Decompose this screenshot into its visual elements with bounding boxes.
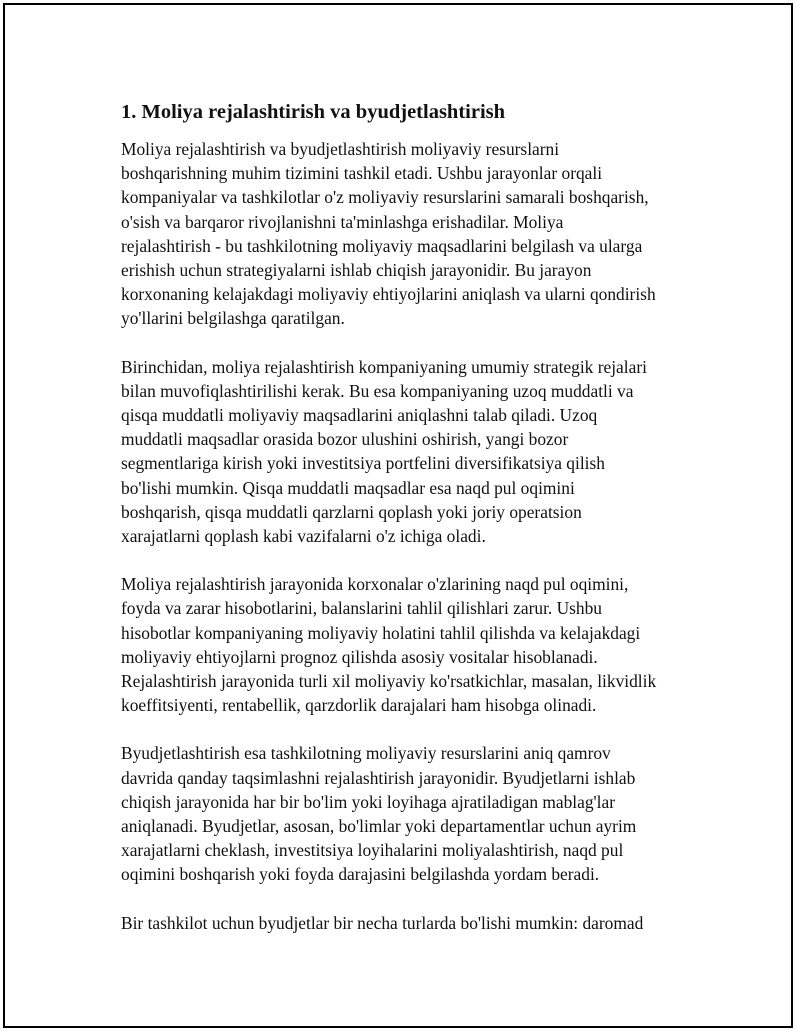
paragraph-line: qisqa muddatli moliyaviy maqsadlarini aniqlashni talab qiladi. Uzoq [121,405,598,426]
paragraph-line: moliyaviy ehtiyojlarni prognoz qilishda asosiy vositalar hisoblanadi. [121,646,598,667]
paragraph-line: Byudjetlashtirish esa tashkilotning moliyaviy resurslarini aniq qamrov [121,743,611,764]
paragraph-line: o'sish va barqaror rivojlanishni ta'minlashga erishadilar. Moliya [121,211,564,232]
paragraph-3 [121,572,701,717]
page-frame [3,3,793,1028]
paragraph-line: Birinchidan, moliya rejalashtirish kompaniyaning umumiy strategik rejalari [121,356,647,377]
paragraph-line: Rejalashtirish jarayonida turli xil moliyaviy ko'rsatkichlar, masalan, likvidlik [121,671,657,692]
paragraph-line: korxonaning kelajakdagi moliyaviy ehtiyojlarini aniqlash va ularni qondirish [121,284,656,305]
document-body [121,99,701,959]
paragraph-line: yo'llarini belgilashga qaratilgan. [121,308,345,329]
paragraph-line: rejalashtirish - bu tashkilotning moliyaviy maqsadlarini belgilash va ularga [121,235,643,256]
paragraph-1 [121,137,701,331]
paragraph-line: xarajatlarni cheklash, investitsiya loyihalarini moliyalashtirish, naqd pul [121,840,624,861]
paragraph-line: oqimini boshqarish yoki foyda darajasini belgilashda yordam beradi. [121,864,600,885]
paragraph-line: Moliya rejalashtirish jarayonida korxonalar o'zlarining naqd pul oqimini, [121,574,629,595]
paragraph-line: segmentlariga kirish yoki investitsiya portfelini diversifikatsiya qilish [121,453,605,474]
paragraph-line: bilan muvofiqlashtirilishi kerak. Bu esa kompaniyaning uzoq muddatli va [121,380,634,401]
paragraph-5 [121,911,701,935]
paragraph-line: davrida qanday taqsimlashni rejalashtirish jarayonidir. Byudjetlarni ishlab [121,767,636,788]
paragraph-line: boshqarish, qisqa muddatli qarzlarni qoplash yoki joriy operatsion [121,501,582,522]
paragraph-line: hisobotlar kompaniyaning moliyaviy holatini tahlil qilishda va kelajakdagi [121,622,641,643]
paragraph-line: koeffitsiyenti, rentabellik, qarzdorlik darajalari ham hisobga olinadi. [121,695,597,716]
paragraph-line: kompaniyalar va tashkilotlar o'z moliyaviy resurslarini samarali boshqarish, [121,187,649,208]
paragraph-line: Moliya rejalashtirish va byudjetlashtirish moliyaviy resurslarni [121,139,560,159]
paragraph-2 [121,355,701,549]
paragraph-line: erishish uchun strategiyalarni ishlab chiqish jarayonidir. Bu jarayon [121,260,592,281]
paragraph-line: muddatli maqsadlar orasida bozor ulushini oshirish, yangi bozor [121,429,569,450]
paragraph-line: bo'lishi mumkin. Qisqa muddatli maqsadlar esa naqd pul oqimini [121,477,575,498]
paragraph-line: boshqarishning muhim tizimini tashkil etadi. Ushbu jarayonlar orqali [121,163,603,184]
paragraph-line: foyda va zarar hisobotlarini, balanslarini tahlil qilishlari zarur. Ushbu [121,598,603,619]
paragraph-line: Bir tashkilot uchun byudjetlar bir necha turlarda bo'lishi mumkin: daromad [121,912,644,933]
paragraph-line: aniqlanadi. Byudjetlar, asosan, bo'limlar yoki departamentlar uchun ayrim [121,816,637,837]
paragraph-4 [121,741,701,886]
paragraph-line: chiqish jarayonida har bir bo'lim yoki loyihaga ajratiladigan mablag'lar [121,791,616,812]
section-heading: 1. Moliya rejalashtirish va byudjetlashtirish [121,101,506,123]
paragraph-line: xarajatlarni qoplash kabi vazifalarni o'z ichiga oladi. [121,526,486,547]
